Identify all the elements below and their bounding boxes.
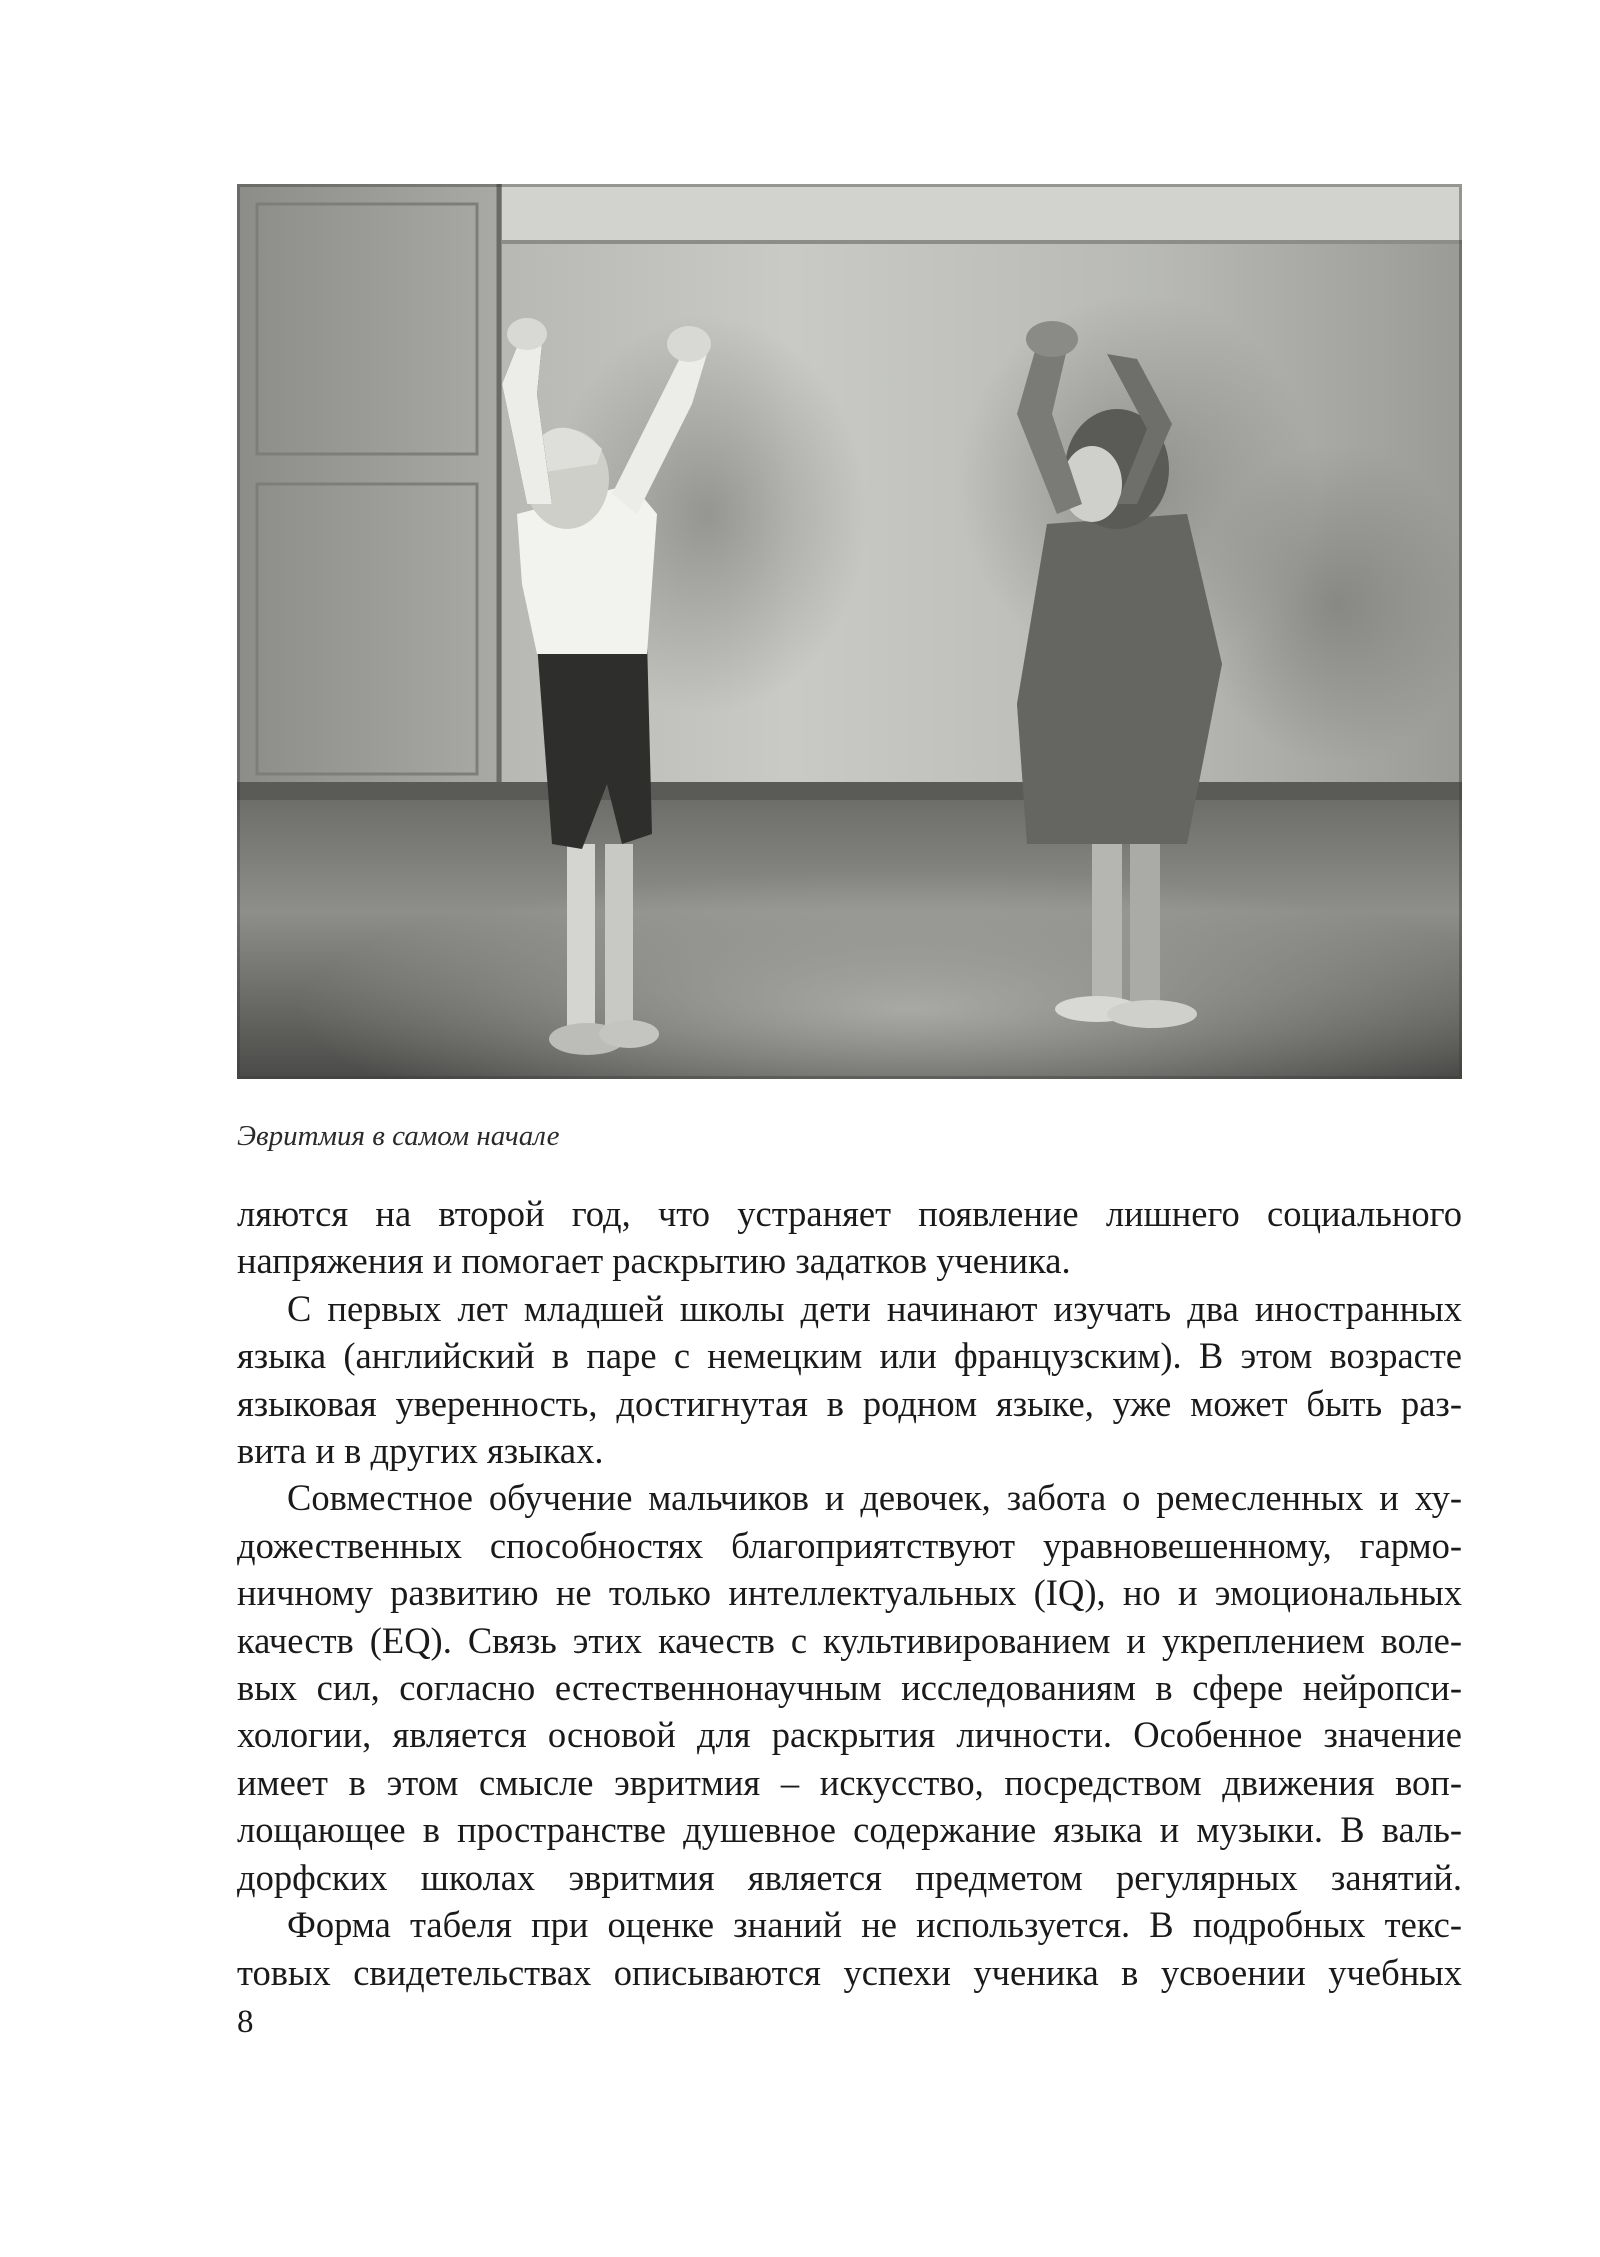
page-number: 8: [237, 2004, 254, 2040]
text-line: ничному развитию не только интеллектуальных (IQ), но и эмоциональных: [237, 1572, 1462, 1614]
text-line: имеет в этом смысле эвритмия – искусство, посредством движения воп-: [237, 1761, 1462, 1803]
paragraph-assessment: [237, 1901, 1462, 1996]
text-line: товых свидетельствах описываются успехи ученика в усвоении учебных: [237, 1951, 1462, 1993]
paragraph-coeducation: [237, 1474, 1462, 1901]
text-line: Совместное обучение мальчиков и девочек, забота о ремесленных и ху-: [287, 1477, 1462, 1519]
main-text: [237, 1190, 1462, 1996]
text-line: качеств (EQ). Связь этих качеств с культивированием и укреплением воле-: [237, 1619, 1462, 1661]
text-line: вых сил, согласно естественнонаучным исследованиям в сфере нейропси-: [237, 1667, 1462, 1709]
text-line: ляются на второй год, что устраняет появление лишнего социального: [237, 1193, 1462, 1234]
text-line: дорфских школах эвритмия является предметом регулярных занятий.: [237, 1856, 1462, 1898]
text-line: хологии, является основой для раскрытия личности. Особенное значение: [237, 1714, 1462, 1756]
paragraph-continuation: [237, 1190, 1462, 1285]
text-line: дожественных способностях благоприятствуют уравновешенному, гармо-: [237, 1524, 1462, 1566]
text-line: лощающее в пространстве душевное содержание языка и музыки. В валь-: [237, 1809, 1462, 1851]
text-line: напряжения и помогает раскрытию задатков ученика.: [237, 1240, 1071, 1282]
text-line: языка (английский в паре с немецким или французским). В этом возрасте: [237, 1335, 1462, 1377]
text-line: С первых лет младшей школы дети начинают изучать два иностранных: [287, 1287, 1462, 1329]
text-line: вита и в других языках.: [237, 1430, 604, 1472]
eurythmy-photo: [237, 184, 1462, 1079]
paragraph-languages: [237, 1285, 1462, 1475]
text-line: Форма табеля при оценке знаний не используется. В подробных текс-: [287, 1904, 1462, 1946]
text-line: языковая уверенность, достигнутая в родном языке, уже может быть раз-: [237, 1382, 1462, 1424]
photo-caption: Эвритмия в самом начале: [237, 1120, 560, 1152]
